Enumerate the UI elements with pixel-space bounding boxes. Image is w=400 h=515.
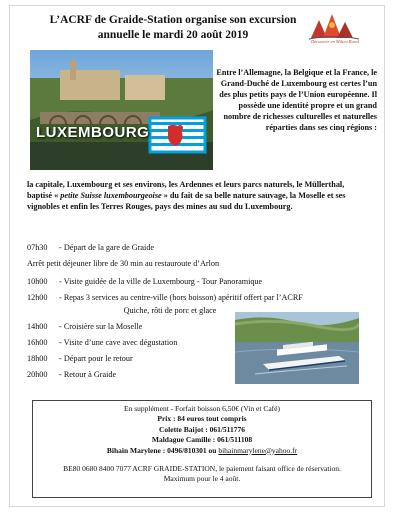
program-item xyxy=(27,353,133,364)
program-item xyxy=(27,276,262,287)
program-text: - Croisière sur la Moselle xyxy=(59,322,143,331)
email-link[interactable]: bihainmarylene@yahoo.fr xyxy=(218,445,298,455)
page-title xyxy=(28,13,318,43)
program-text: - Départ de la gare de Graide xyxy=(59,243,155,252)
program-item xyxy=(27,321,142,332)
logo-caption: Découvrir en Milieu Rural xyxy=(310,39,360,44)
contact-baijot: Colette Baijot : 061/511776 xyxy=(158,424,246,434)
contact-maldague: Maldague Camille : 061/511108 xyxy=(151,435,253,445)
regions-text-1: la capitale, Luxembourg et ses environs, les Ardennes et leurs parcs naturels, le Müllerthal, baptisé « xyxy=(27,180,345,201)
program-text: - Retour à Graide xyxy=(59,370,117,379)
program-text: - Visite d’une cave avec dégustation xyxy=(59,338,178,347)
photo-label: LUXEMBOURG xyxy=(36,124,150,141)
moselle-boat-photo xyxy=(235,312,359,384)
luxembourg-photo xyxy=(30,50,213,170)
program-time: 12h00 xyxy=(27,293,48,302)
title-line-2: annuelle le mardi 20 août 2019 xyxy=(97,29,249,41)
program-time: 18h00 xyxy=(27,354,48,363)
program-time: 10h00 xyxy=(27,277,48,286)
deadline-line: Maximum pour le 4 août. xyxy=(163,474,241,484)
bank-line: BE80 0680 8400 7077 ACRF GRAIDE-STATION, le paiement faisant office de réservation. xyxy=(63,464,341,474)
regions-paragraph xyxy=(27,179,367,213)
program-time: 16h00 xyxy=(27,338,48,347)
contact-bihain-text: Bihain Marylene : 0496/810301 ou xyxy=(106,445,219,455)
regions-text-2: » du fait de sa belle nature sauvage, la Moselle et ses vignobles et enfin les Terres Rouges, pays des mines au sud du Luxembourg. xyxy=(27,191,346,212)
program-text: - Repas 3 services au centre-ville (hors boisson) apéritif offert par l’ACRF xyxy=(59,293,303,302)
program-item xyxy=(27,242,154,253)
program-item xyxy=(27,337,177,348)
program-text: - Visite guidée de la ville de Luxembourg - Tour Panoramique xyxy=(59,277,263,286)
regions-italic: petite Suisse luxembourgeoise xyxy=(60,191,162,201)
program-time: 20h00 xyxy=(27,370,48,379)
price-line: Prix : 84 euros tout compris xyxy=(157,414,247,424)
program-text: Arrêt petit déjeuner libre de 30 min au restauroute d’Arlon xyxy=(27,259,220,268)
intro-paragraph: Entre l’Allemagne, la Belgique et la France, le Grand-Duché de Luxembourg est certes l’un des plus petits pays de l’Union européenne. Il possède une identité propre et un grand nombre de richesses culturelles et naturelles réparties dans ses cinq régions : xyxy=(216,68,377,132)
menu-line: Quiche, rôti de porc et glace xyxy=(123,306,217,315)
supplement-line: En supplément - Forfait boisson 6,50€ (Vin et Café) xyxy=(124,404,280,413)
program-time: 07h30 xyxy=(27,243,48,252)
program-item xyxy=(27,369,116,380)
program-text: - Départ pour le retour xyxy=(59,354,133,363)
program-time: 14h00 xyxy=(27,322,48,331)
info-box xyxy=(32,400,372,498)
program-item xyxy=(27,258,219,269)
program-item xyxy=(27,292,303,303)
contact-bihain xyxy=(33,446,371,456)
title-line-1: L’ACRF de Graide-Station organise son excursion xyxy=(49,14,297,26)
